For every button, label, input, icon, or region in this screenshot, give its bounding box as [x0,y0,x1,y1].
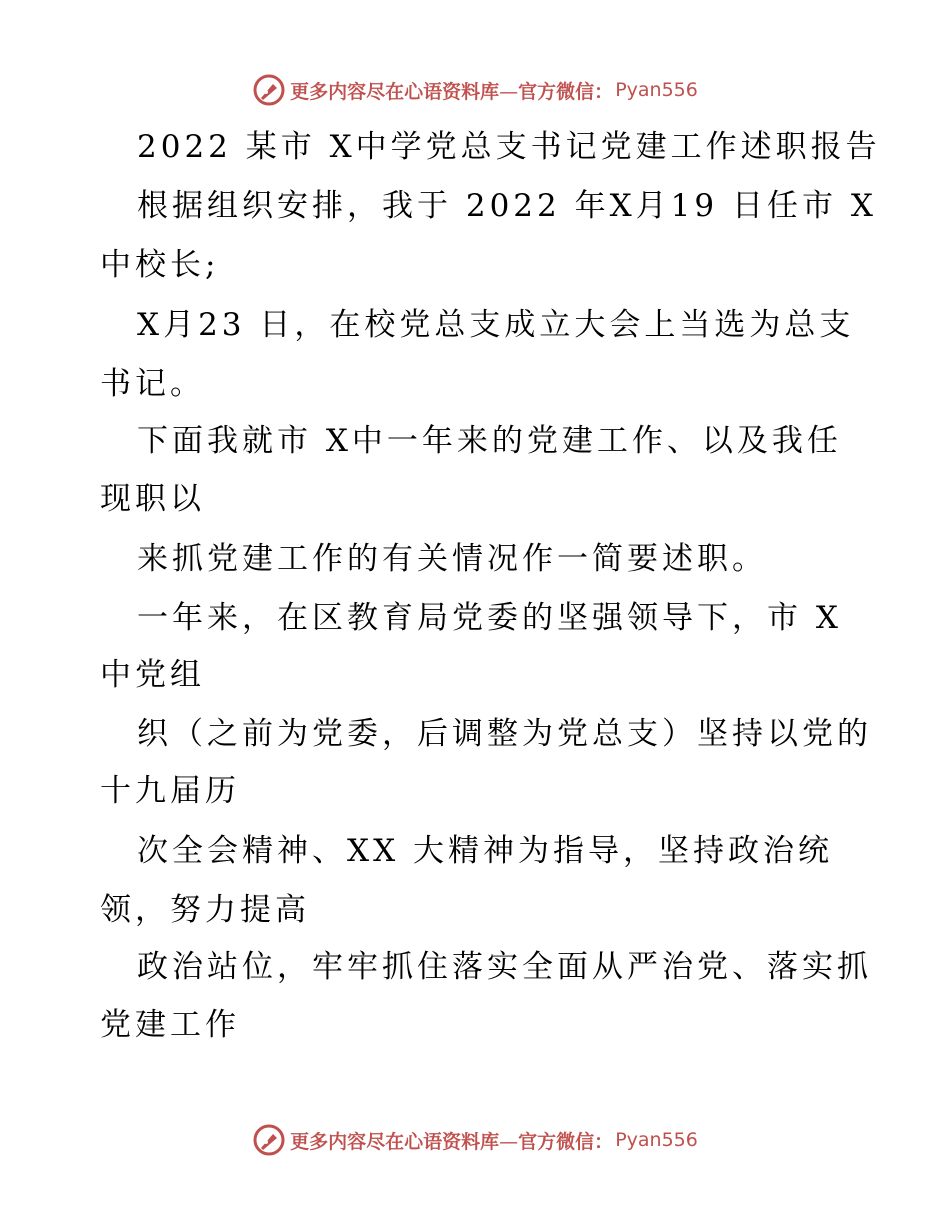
paragraph-line: X月23 日，在校党总支成立大会上当选为总支 [137,307,855,343]
paragraph-line: 来抓党建工作的有关情况作一简要述职。 [137,541,767,577]
paragraph-line: 次全会精神、XX 大精神为指导，坚持政治统 [137,833,833,869]
document-title: 2022 某市 X中学党总支书记党建工作述职报告 [137,129,881,165]
watermark-text: 更多内容尽在心语资料库—官方微信： [290,1130,614,1153]
paragraph-line: 根据组织安排，我于 2022 年X月19 日任市 X [137,188,877,224]
paragraph-line: 政治站位，牢牢抓住落实全面从严治党、落实抓 [137,949,872,985]
paragraph-line: 书记。 [100,366,205,402]
paragraph-line: 织（之前为党委，后调整为党总支）坚持以党的 [137,716,872,752]
paragraph-line: 党建工作 [100,1007,240,1043]
pen-nib-logo-icon [252,1123,286,1157]
paragraph-line: 下面我就市 X中一年来的党建工作、以及我任 [137,423,842,459]
paragraph-line: 一年来，在区教育局党委的坚强领导下，市 X [137,600,842,636]
paragraph-line: 十九届历 [100,773,240,809]
paragraph-line: 中校长; [100,247,220,283]
paragraph-line: 领，努力提高 [100,892,310,928]
watermark-text: 更多内容尽在心语资料库—官方微信： [290,80,614,103]
paragraph-line: 现职以 [100,481,205,517]
watermark-footer [0,1120,950,1160]
watermark-wechat-id: Pyan556 [615,79,698,101]
watermark-wechat-id: Pyan556 [615,1129,698,1151]
paragraph-line: 中党组 [100,657,205,693]
